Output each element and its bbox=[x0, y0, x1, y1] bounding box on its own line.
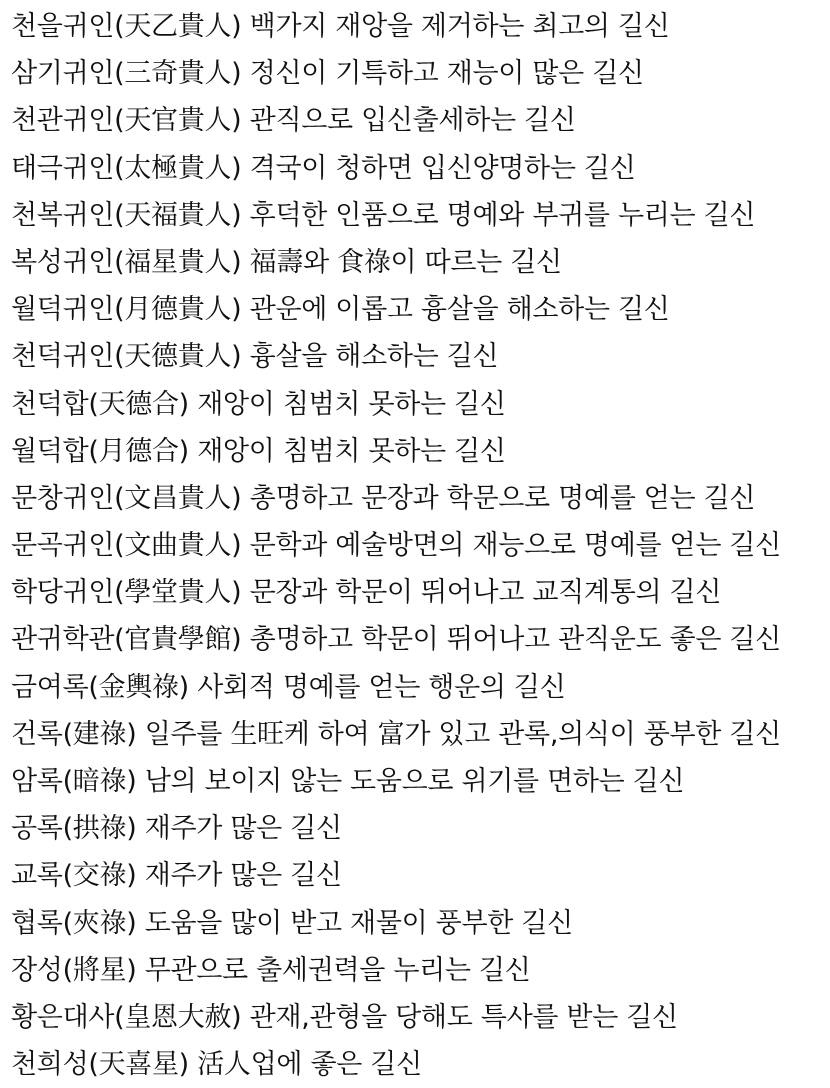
text-line: 교록(交祿) 재주가 많은 길신 bbox=[11, 860, 342, 892]
text-line: 천관귀인(天官貴人) 관직으로 입신출세하는 길신 bbox=[11, 105, 576, 137]
text-line: 건록(建祿) 일주를 生旺케 하여 富가 있고 관록,의식이 풍부한 길신 bbox=[11, 718, 781, 750]
text-line: 천을귀인(天乙貴人) 백가지 재앙을 제거하는 최고의 길신 bbox=[11, 11, 670, 42]
text-line: 월덕합(月德合) 재앙이 침범치 못하는 길신 bbox=[11, 435, 506, 467]
text-line: 학당귀인(學堂貴人) 문장과 학문이 뛰어나고 교직계통의 길신 bbox=[11, 577, 722, 609]
text-line: 관귀학관(官貴學館) 총명하고 학문이 뛰어나고 관직운도 좋은 길신 bbox=[11, 624, 781, 656]
text-line: 공록(拱祿) 재주가 많은 길신 bbox=[11, 813, 342, 845]
text-line: 암록(暗祿) 남의 보이지 않는 도움으로 위기를 면하는 길신 bbox=[11, 766, 685, 797]
text-line: 문창귀인(文昌貴人) 총명하고 문장과 학문으로 명예를 얻는 길신 bbox=[11, 482, 756, 514]
text-line: 천덕합(天德合) 재앙이 침범치 못하는 길신 bbox=[11, 388, 506, 420]
text-line: 복성귀인(福星貴人) 福壽와 食祿이 따르는 길신 bbox=[11, 246, 562, 278]
text-line: 천복귀인(天福貴人) 후덕한 인품으로 명예와 부귀를 누리는 길신 bbox=[11, 199, 756, 231]
text-line: 천덕귀인(天德貴人) 흉살을 해소하는 길신 bbox=[11, 341, 499, 373]
text-line: 천희성(天喜星) 活人업에 좋은 길신 bbox=[11, 1049, 422, 1081]
text-line: 장성(將星) 무관으로 출세권력을 누리는 길신 bbox=[11, 954, 531, 986]
document-text bbox=[11, 3, 830, 1088]
text-line: 삼기귀인(三奇貴人) 정신이 기특하고 재능이 많은 길신 bbox=[11, 58, 644, 90]
text-line: 태극귀인(太極貴人) 격국이 청하면 입신양명하는 길신 bbox=[11, 152, 636, 184]
text-line: 문곡귀인(文曲貴人) 문학과 예술방면의 재능으로 명예를 얻는 길신 bbox=[11, 530, 781, 562]
text-line: 금여록(金輿祿) 사회적 명예를 얻는 행운의 길신 bbox=[11, 671, 566, 703]
text-line: 월덕귀인(月德貴人) 관운에 이롭고 흉살을 해소하는 길신 bbox=[11, 294, 670, 326]
text-line: 황은대사(皇恩大赦) 관재,관형을 당해도 특사를 받는 길신 bbox=[11, 1001, 678, 1033]
text-line: 협록(夾祿) 도움을 많이 받고 재물이 풍부한 길신 bbox=[11, 907, 573, 939]
